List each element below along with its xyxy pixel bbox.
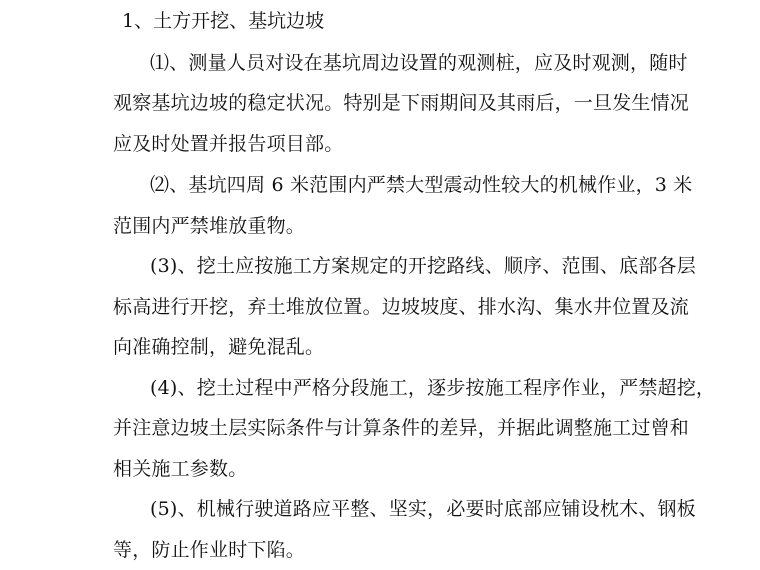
paragraph-3-line-2: 标高进行开挖，弃土堆放位置。边坡坡度、排水沟、集水井位置及流 [113,296,690,318]
paragraph-2-line-1: ⑵、基坑四周 6 米范围内严禁大型震动性较大的机械作业，3 米 [150,174,693,196]
paragraph-3-line-1: (3)、挖土应按施工方案规定的开挖路线、顺序、范围、底部各层 [150,255,696,277]
paragraph-3-line-3: 向准确控制，避免混乱。 [113,336,325,358]
paragraph-4-line-1: (4)、挖土过程中严格分段施工，逐步按施工程序作业，严禁超挖， [150,377,716,399]
paragraph-4-line-3: 相关施工参数。 [113,458,248,480]
paragraph-5-line-2: 等，防止作业时下陷。 [113,539,306,561]
section-heading: 1、土方开挖、基坑边坡 [122,10,325,32]
paragraph-1-line-1: ⑴、测量人员对设在基坑周边设置的观测桩，应及时观测，随时 [150,52,688,74]
paragraph-4-line-2: 并注意边坡土层实际条件与计算条件的差异，并据此调整施工过曾和 [113,417,690,439]
paragraph-5-line-1: (5)、机械行驶道路应平整、坚实，必要时底部应铺设枕木、钢板 [150,498,696,520]
paragraph-1-line-3: 应及时处置并报告项目部。 [113,133,344,155]
paragraph-1-line-2: 观察基坑边坡的稳定状况。特别是下雨期间及其雨后，一旦发生情况 [113,92,690,114]
paragraph-2-line-2: 范围内严禁堆放重物。 [113,215,306,237]
